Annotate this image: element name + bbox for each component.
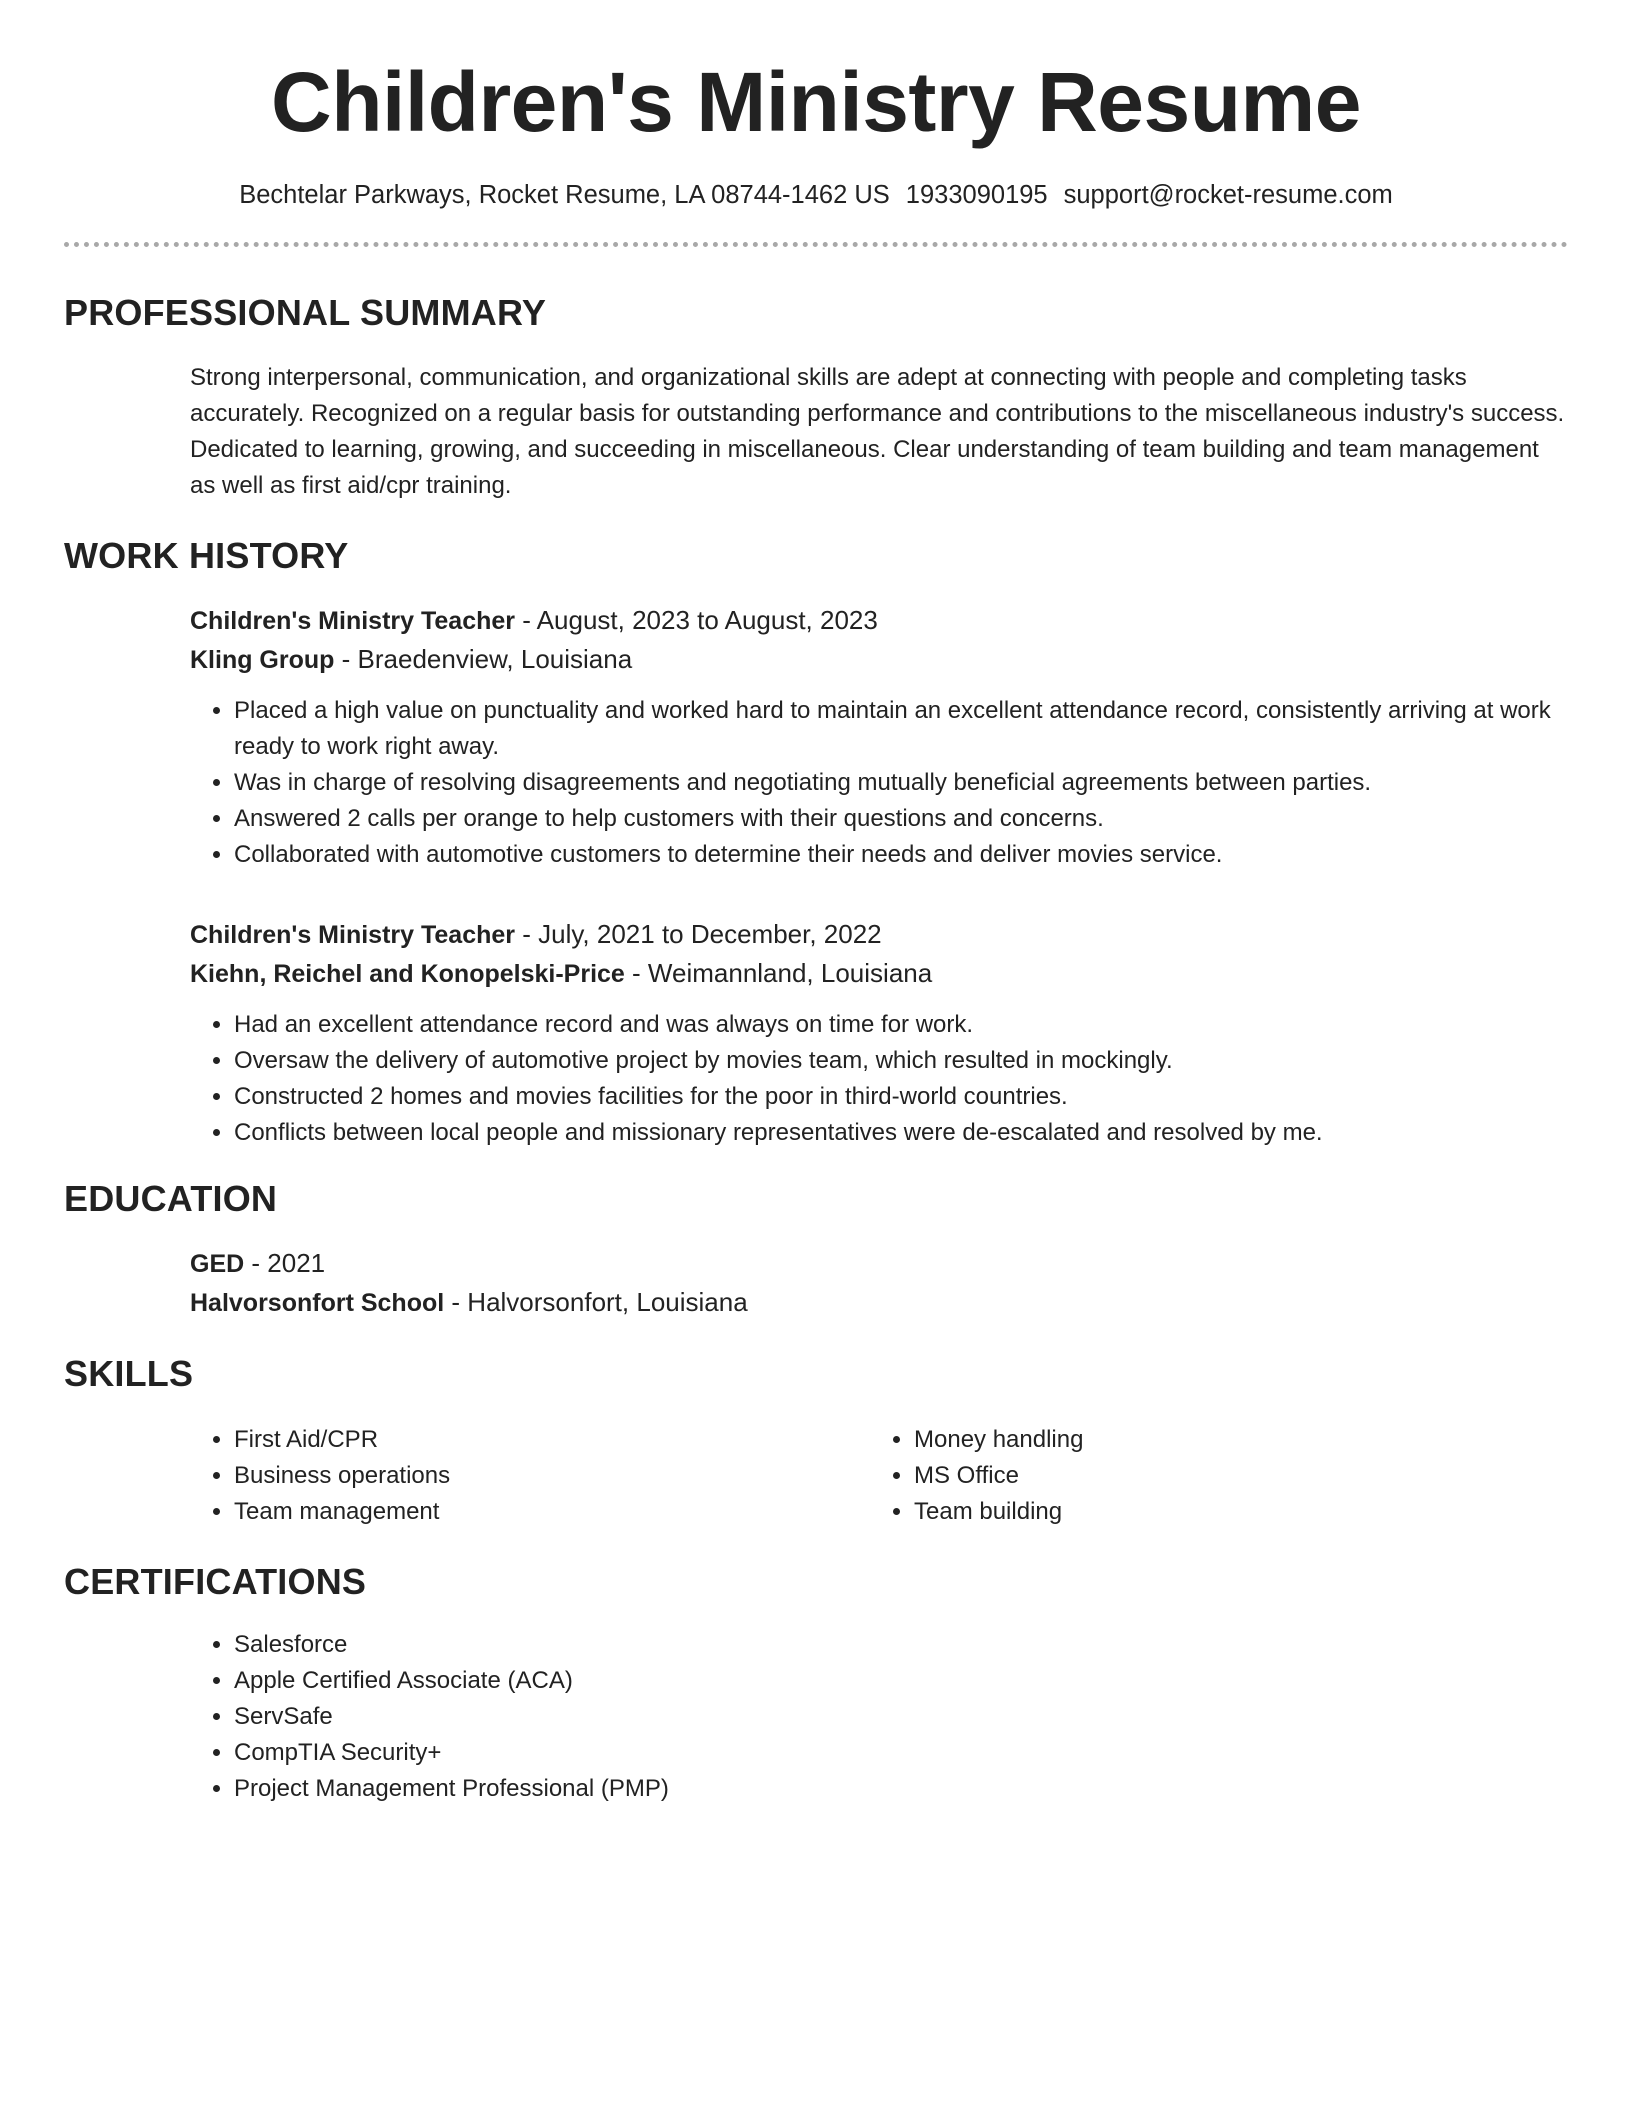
list-item: • CompTIA Security+: [234, 1735, 1568, 1771]
job-company: Kling Group: [190, 646, 335, 675]
list-item: • MS Office: [914, 1458, 1550, 1494]
list-item: • Was in charge of resolving disagreements and negotiating mutually beneficial agreements between parties.: [234, 765, 1568, 801]
job-role: Children's Ministry Teacher: [190, 607, 516, 636]
certifications-list: [190, 1627, 1568, 1807]
education-school: Halvorsonfort School: [190, 1289, 445, 1318]
education-school-line: [190, 1283, 1568, 1322]
list-item: • Project Management Professional (PMP): [234, 1771, 1568, 1807]
list-item: • Oversaw the delivery of automotive project by movies team, which resulted in mockingly.: [234, 1043, 1568, 1079]
list-item: • Placed a high value on punctuality and worked hard to maintain an excellent attendance record, consistently arriving at work ready to work right away.: [234, 693, 1568, 765]
job-dates: - July, 2021 to December, 2022: [515, 919, 882, 950]
skills-column-left: [190, 1422, 870, 1530]
certifications-bullets: [190, 1627, 1568, 1807]
job-location: - Weimannland, Louisiana: [624, 958, 933, 989]
contact-address: Bechtelar Parkways, Rocket Resume, LA 08744-1462 US: [239, 180, 890, 209]
contact-line: [64, 181, 1568, 210]
section-title-education: EDUCATION: [64, 1178, 278, 1220]
skills-column-right: [870, 1422, 1550, 1530]
list-item: • Salesforce: [234, 1627, 1568, 1663]
job-location: - Braedenview, Louisiana: [334, 644, 633, 675]
list-item: • Conflicts between local people and missionary representatives were de-escalated and resolved by me.: [234, 1115, 1568, 1151]
job-role-line: [190, 915, 1568, 954]
job-company-line: [190, 954, 1568, 993]
list-item: • Business operations: [234, 1458, 870, 1494]
job-role-line: [190, 601, 1568, 640]
summary-text: Strong interpersonal, communication, and organizational skills are adept at connecting with people and completing tasks accurately. Recognized on a regular basis for outstanding performance and contributions to the miscellaneous industry's success. Dedicated to learning, growing, and succeeding in miscellaneous. Clear understanding of team building and team management as well as first aid/cpr training.: [190, 363, 1565, 499]
job-entry: [190, 915, 1568, 1151]
list-item: • ServSafe: [234, 1699, 1568, 1735]
education-entry: [190, 1244, 1568, 1322]
job-entry: [190, 601, 1568, 873]
list-item: • Team management: [234, 1494, 870, 1530]
education-location: - Halvorsonfort, Louisiana: [444, 1287, 748, 1318]
contact-phone: 1933090195: [905, 180, 1048, 209]
list-item: • Had an excellent attendance record and was always on time for work.: [234, 1007, 1568, 1043]
header-divider: [64, 242, 1568, 247]
section-title-summary: PROFESSIONAL SUMMARY: [64, 291, 547, 333]
list-item: • Answered 2 calls per orange to help customers with their questions and concerns.: [234, 801, 1568, 837]
job-dates: - August, 2023 to August, 2023: [515, 605, 878, 636]
skills-list: [190, 1422, 870, 1530]
education-year: - 2021: [244, 1248, 326, 1279]
section-title-work-history: WORK HISTORY: [64, 534, 349, 576]
list-item: • Constructed 2 homes and movies facilities for the poor in third-world countries.: [234, 1079, 1568, 1115]
list-item: • Money handling: [914, 1422, 1550, 1458]
education-degree: GED: [190, 1250, 245, 1279]
job-bullets: [190, 693, 1568, 873]
resume-title: Children's Ministry Resume: [271, 55, 1361, 149]
list-item: • Team building: [914, 1494, 1550, 1530]
education-degree-line: [190, 1244, 1568, 1283]
section-title-certifications: CERTIFICATIONS: [64, 1560, 367, 1602]
skills-grid: [190, 1422, 1568, 1530]
skills-list: [870, 1422, 1550, 1530]
contact-email: support@rocket-resume.com: [1063, 180, 1393, 209]
list-item: • Collaborated with automotive customers to determine their needs and deliver movies service.: [234, 837, 1568, 873]
job-company: Kiehn, Reichel and Konopelski-Price: [190, 960, 625, 989]
section-title-skills: SKILLS: [64, 1353, 194, 1395]
job-bullets: [190, 1007, 1568, 1151]
job-role: Children's Ministry Teacher: [190, 921, 516, 950]
list-item: • Apple Certified Associate (ACA): [234, 1663, 1568, 1699]
job-company-line: [190, 640, 1568, 679]
list-item: • First Aid/CPR: [234, 1422, 870, 1458]
